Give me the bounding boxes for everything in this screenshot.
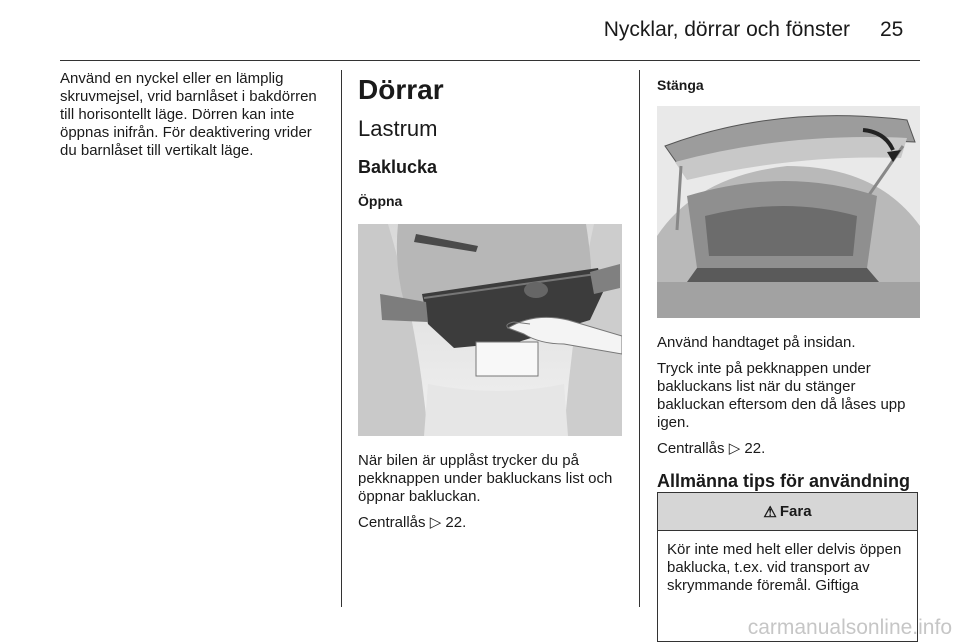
column-divider-left [341, 70, 342, 607]
tailgate-open-illustration [358, 224, 622, 436]
page-number: 25 [880, 18, 904, 41]
column-divider-right [639, 70, 640, 607]
use-handle-paragraph: Använd handtaget på insidan. [657, 334, 856, 351]
reference-arrow-icon: ▷ [728, 440, 741, 457]
heading-lastrum: Lastrum [358, 116, 438, 141]
watermark: carmanualsonline.info [747, 616, 952, 639]
warning-header [658, 493, 917, 531]
open-tailgate-paragraph: När bilen är upplåst trycker du på pekknappen under bakluckans list och öppnar bakluckan. [358, 452, 613, 505]
heading-general-tips: Allmänna tips för användning [657, 471, 911, 491]
heading-stanga: Stänga [657, 77, 704, 93]
tailgate-close-illustration [657, 106, 920, 318]
column-3 [657, 76, 922, 514]
heading-dorrar: Dörrar [358, 74, 444, 105]
reference-central-locking [358, 514, 622, 532]
reference-label: Centrallås [657, 440, 725, 457]
heading-oppna: Öppna [358, 193, 403, 209]
warning-title: Fara [779, 503, 812, 520]
reference-page: 22. [445, 514, 467, 531]
do-not-press-paragraph: Tryck inte på pekknappen under bakluckans list när du stänger bakluckan eftersom den då låses upp igen. [657, 360, 906, 431]
warning-triangle-icon: ⚠ [763, 503, 777, 521]
child-lock-paragraph: Använd en nyckel eller en lämplig skruvmejsel, vrid barnlåset i bakdörren till horisontellt läge. Dörren kan inte öppnas inifrån. För deaktivering vrider du barnlåset till vertikalt läge. [60, 70, 317, 159]
reference-label: Centrallås [358, 514, 426, 531]
reference-page: 22. [744, 440, 766, 457]
reference-arrow-icon: ▷ [429, 514, 442, 531]
reference-central-locking [657, 440, 922, 458]
column-2 [358, 74, 622, 532]
warning-text: Kör inte med helt eller delvis öppen baklucka, t.ex. vid transport av skrymmande föremål. Giftiga [667, 541, 902, 594]
column-1 [60, 70, 322, 160]
heading-baklucka: Baklucka [358, 157, 438, 177]
header-rule [60, 60, 920, 61]
running-header-title: Nycklar, dörrar och fönster [603, 18, 850, 41]
